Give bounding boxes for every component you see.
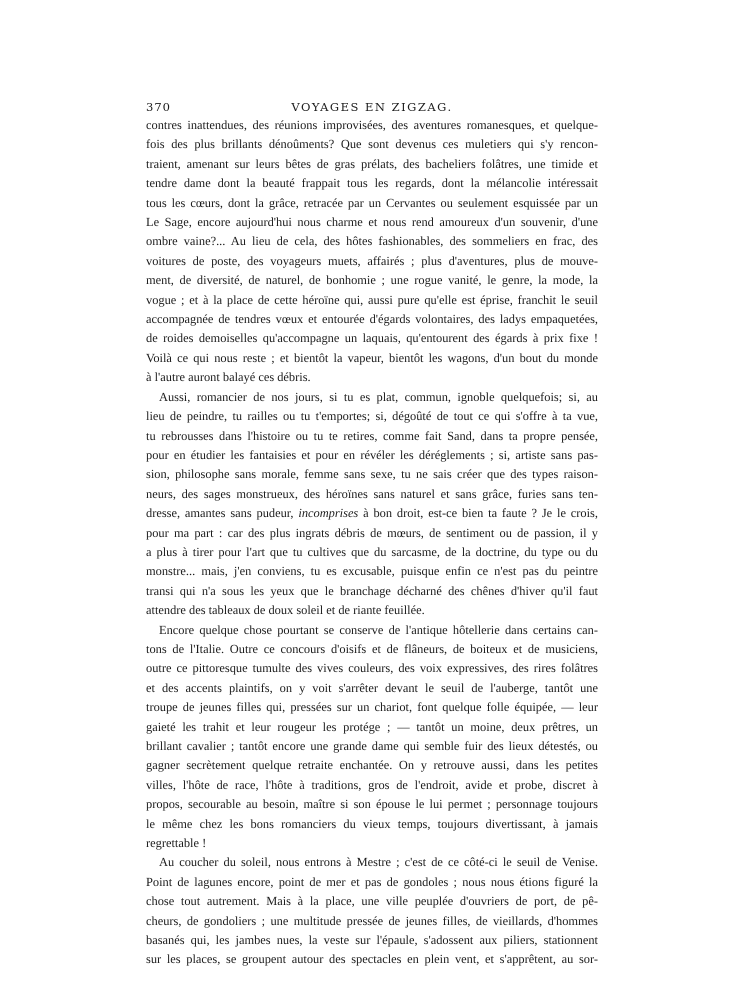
text-line: ombre vaine?... Au lieu de cela, des hôtes fashionables, des sommeliers en frac, des — [146, 234, 598, 249]
paragraph — [146, 116, 598, 388]
text-line: fois des plus brillants dénoûments? Que sont devenus ces muletiers qui s'y rencon- — [146, 137, 598, 152]
text-line: monstre... mais, j'en conviens, tu es excusable, puisque enfin ce n'est pas du peintre — [146, 564, 598, 579]
text-line: gaieté les trahit et leur rougeur les protége ; — tantôt un moine, deux prêtres, un — [146, 719, 598, 734]
paragraph — [146, 621, 598, 854]
text-line: sion, philosophe sans morale, femme sans sexe, tu ne sais créer que des types raison- — [146, 467, 598, 482]
text-line: lieu de peindre, tu railles ou tu t'emportes; si, dégoûté de tout ce qui s'offre à ta vue, — [146, 409, 598, 424]
paragraph — [146, 853, 598, 969]
text-line: tons de l'Italie. Outre ce concours d'oisifs et de flâneurs, de boiteux et de musiciens, — [146, 641, 598, 656]
text-line: cheurs, de gondoliers ; une multitude pressée de jeunes filles, de vieillards, d'hommes — [146, 913, 598, 928]
text-line: Aussi, romancier de nos jours, si tu es plat, commun, ignoble quelquefois; si, au — [159, 389, 598, 404]
text-line: propos, secourable au besoin, maître si son épouse le lui permet ; personnage toujours — [146, 797, 598, 812]
text-line: pour ma part : car des plus ingrats débris de mœurs, de sentiment ou de passion, il y — [146, 525, 598, 540]
text-line: tous les cœurs, dont la grâce, retracée par un Cervantes ou seulement esquissée par un — [146, 195, 598, 210]
text-line: chose tout autrement. Mais à la place, une ville peuplée d'ouvriers de port, de pê- — [146, 894, 598, 909]
text-line: traient, amenant sur leurs bêtes de gras prélats, des bacheliers folâtres, une timide et — [146, 156, 598, 171]
text-line: accompagnée de tendres vœux et entourée d'égards volontaires, des ladys empaquetées, — [146, 312, 598, 327]
text-line: dresse, amantes sans pudeur, incomprises à bon droit, est-ce bien ta faute ? Je le crois, — [146, 506, 598, 521]
text-line: Au coucher du soleil, nous entrons à Mestre ; c'est de ce côté-ci le seuil de Venise. — [159, 855, 598, 870]
text-line: sur les places, se groupent autour des spectacles en plein vent, et s'apprêtent, au sor- — [146, 952, 598, 967]
text-line: ment, de diversité, de naturel, de bonhomie ; une rogue vanité, le genre, la mode, la — [146, 273, 598, 288]
text-line: attendre des tableaux de doux soleil et de riante feuillée. — [146, 603, 425, 618]
text-line: troupe de jeunes filles qui, pressées sur un chariot, font quelque folle équipée, — leur — [146, 700, 598, 715]
page-number: 370 — [146, 100, 171, 114]
text-line: Point de lagunes encore, point de mer et pas de gondoles ; nous nous étions figuré la — [146, 874, 598, 889]
text-line: de roides demoiselles qu'accompagne un laquais, qu'entourent des égards à prix fixe ! — [146, 331, 598, 346]
text-line: tu rebrousses dans l'histoire ou tu te retires, comme fait Sand, dans ta propre pensée, — [146, 428, 598, 443]
page-header — [146, 96, 598, 116]
text-line: Voilà ce qui nous reste ; et bientôt la vapeur, bientôt les wagons, d'un bout du monde — [146, 350, 598, 365]
paragraph — [146, 388, 598, 621]
text-line: pour en étudier les fantaisies et pour en révéler les déréglements ; si, artiste sans pas- — [146, 447, 598, 462]
text-line: a plus à tirer pour l'art que tu cultives que du sarcasme, de la doctrine, du type ou du — [146, 544, 598, 559]
text-line: vogue ; et à la place de cette héroïne qui, aussi pure qu'elle est éprise, franchit le seuil — [146, 292, 598, 307]
running-title: VOYAGES EN ZIGZAG. — [291, 100, 453, 114]
text-line: gagner secrètement quelque retraite enchantée. On y retrouve aussi, dans les petites — [146, 758, 598, 773]
text-line: Encore quelque chose pourtant se conserve de l'antique hôtellerie dans certains can- — [159, 622, 598, 637]
text-line: villes, l'hôte de race, l'hôte à traditions, gros de l'endroit, avide et probe, discret à — [146, 777, 598, 792]
text-line: neurs, des sages monstrueux, des héroïnes sans naturel et sans grâce, furies sans ten- — [146, 486, 598, 501]
text-line: voitures de poste, des voyageurs muets, affairés ; plus d'aventures, plus de mouve- — [146, 253, 598, 268]
text-line: outre ce pittoresque tumulte des vives couleurs, des voix expressives, des rires folâtres — [146, 661, 598, 676]
text-line: contres inattendues, des réunions improvisées, des aventures romanesques, et quelque- — [146, 118, 598, 132]
body-text — [146, 116, 598, 970]
text-line: le même chez les bons romanciers du vieux temps, toujours divertissant, à jamais — [146, 816, 598, 831]
text-line: tendre dame dont la beauté frappait tous les regards, dont la mélancolie intéressait — [146, 176, 598, 191]
text-line: à l'autre auront balayé ces débris. — [146, 370, 311, 385]
book-page — [146, 96, 598, 970]
italic-word: incomprises — [298, 506, 359, 521]
text-line: et des accents plaintifs, on y voit s'arrêter devant le seuil de l'auberge, tantôt une — [146, 680, 598, 695]
text-line: brillant cavalier ; tantôt encore une grande dame qui semble fuir des lieux détestés, ou — [146, 739, 598, 753]
text-line: Le Sage, encore aujourd'hui nous charme et nous rend amoureux d'un souvenir, d'une — [146, 215, 598, 230]
text-line: basanés qui, les jambes nues, la veste sur l'épaule, s'adossent aux piliers, stationnent — [146, 933, 598, 948]
text-line: transi qui n'a sous les yeux que le branchage décharné des chênes d'hiver qu'il faut — [146, 583, 598, 598]
text-line: regrettable ! — [146, 836, 207, 851]
